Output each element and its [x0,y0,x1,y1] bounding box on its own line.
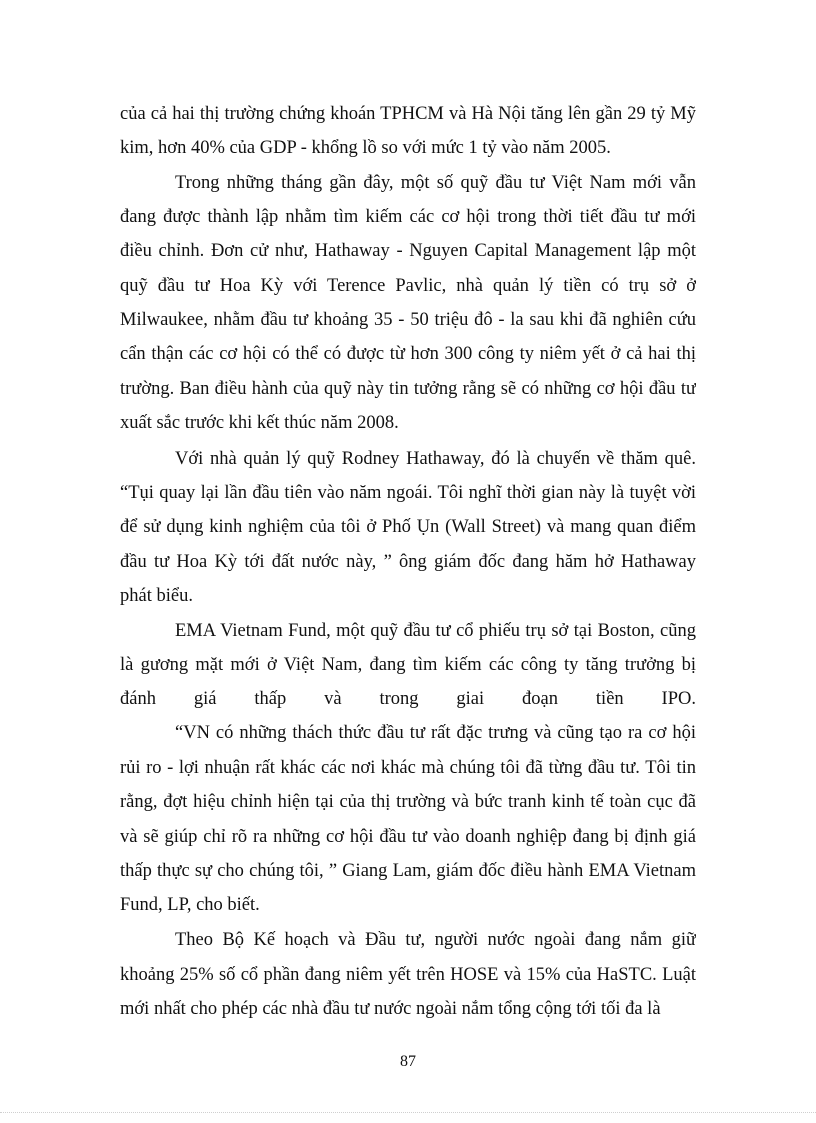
text-line: để sử dụng kinh nghiệm của tôi ở Phố Ụn (Wall Street) và mang quan điểm [120,517,696,537]
text-line: đầu tư Hoa Kỳ tới đất nước này, ” ông giám đốc đang hăm hở Hathaway [120,552,696,572]
text-line: là gương mặt mới ở Việt Nam, đang tìm kiếm các công ty tăng trưởng bị [120,655,696,675]
text-line: đánh giá thấp và trong giai đoạn tiền IPO. [120,689,696,709]
page-bottom-border [0,1112,816,1113]
text-line: quỹ đầu tư Hoa Kỳ với Terence Pavlic, nhà quản lý tiền có trụ sở ở [120,276,696,296]
text-line: Theo Bộ Kế hoạch và Đầu tư, người nước ngoài đang nắm giữ [175,930,696,950]
text-line: điều chỉnh. Đơn cử như, Hathaway - Nguyen Capital Management lập một [120,241,696,261]
text-line: Milwaukee, nhằm đầu tư khoảng 35 - 50 triệu đô - la sau khi đã nghiên cứu [120,310,696,330]
text-line: thấp thực sự cho chúng tôi, ” Giang Lam, giám đốc điều hành EMA Vietnam [120,861,696,881]
text-line: khoảng 25% số cổ phần đang niêm yết trên HOSE và 15% của HaSTC. Luật [120,965,696,985]
text-line: rằng, đợt hiệu chỉnh hiện tại của thị trường và bức tranh kinh tế toàn cục đã [120,792,696,812]
text-line: Với nhà quản lý quỹ Rodney Hathaway, đó là chuyến về thăm quê. [175,449,696,469]
text-line: Trong những tháng gần đây, một số quỹ đầu tư Việt Nam mới vẫn [175,173,696,193]
text-line: EMA Vietnam Fund, một quỹ đầu tư cổ phiếu trụ sở tại Boston, cũng [175,621,696,641]
text-line: rủi ro - lợi nhuận rất khác các nơi khác mà chúng tôi đã từng đầu tư. Tôi tin [120,758,696,778]
page-number: 87 [400,1053,416,1070]
text-line: của cả hai thị trường chứng khoán TPHCM và Hà Nội tăng lên gần 29 tỷ Mỹ [120,104,696,124]
text-line: “Tụi quay lại lần đầu tiên vào năm ngoái. Tôi nghĩ thời gian này là tuyệt vời [120,483,696,503]
text-line: mới nhất cho phép các nhà đầu tư nước ngoài nắm tổng cộng tới tối đa là [120,999,661,1019]
text-line: phát biểu. [120,586,193,606]
text-line: “VN có những thách thức đầu tư rất đặc trưng và cũng tạo ra cơ hội [175,723,696,743]
text-line: Fund, LP, cho biết. [120,895,260,915]
text-line: xuất sắc trước khi kết thúc năm 2008. [120,413,399,433]
text-line: cẩn thận các cơ hội có thể có được từ hơn 300 công ty niêm yết ở cả hai thị [120,344,696,364]
text-line: đang được thành lập nhằm tìm kiếm các cơ hội trong thời tiết đầu tư mới [120,207,696,227]
text-line: trường. Ban điều hành của quỹ này tin tưởng rằng sẽ có những cơ hội đầu tư [120,379,696,399]
text-line: kim, hơn 40% của GDP - khổng lồ so với mức 1 tỷ vào năm 2005. [120,138,611,158]
text-line: và sẽ giúp chỉ rõ ra những cơ hội đầu tư vào doanh nghiệp đang bị định giá [120,827,696,847]
